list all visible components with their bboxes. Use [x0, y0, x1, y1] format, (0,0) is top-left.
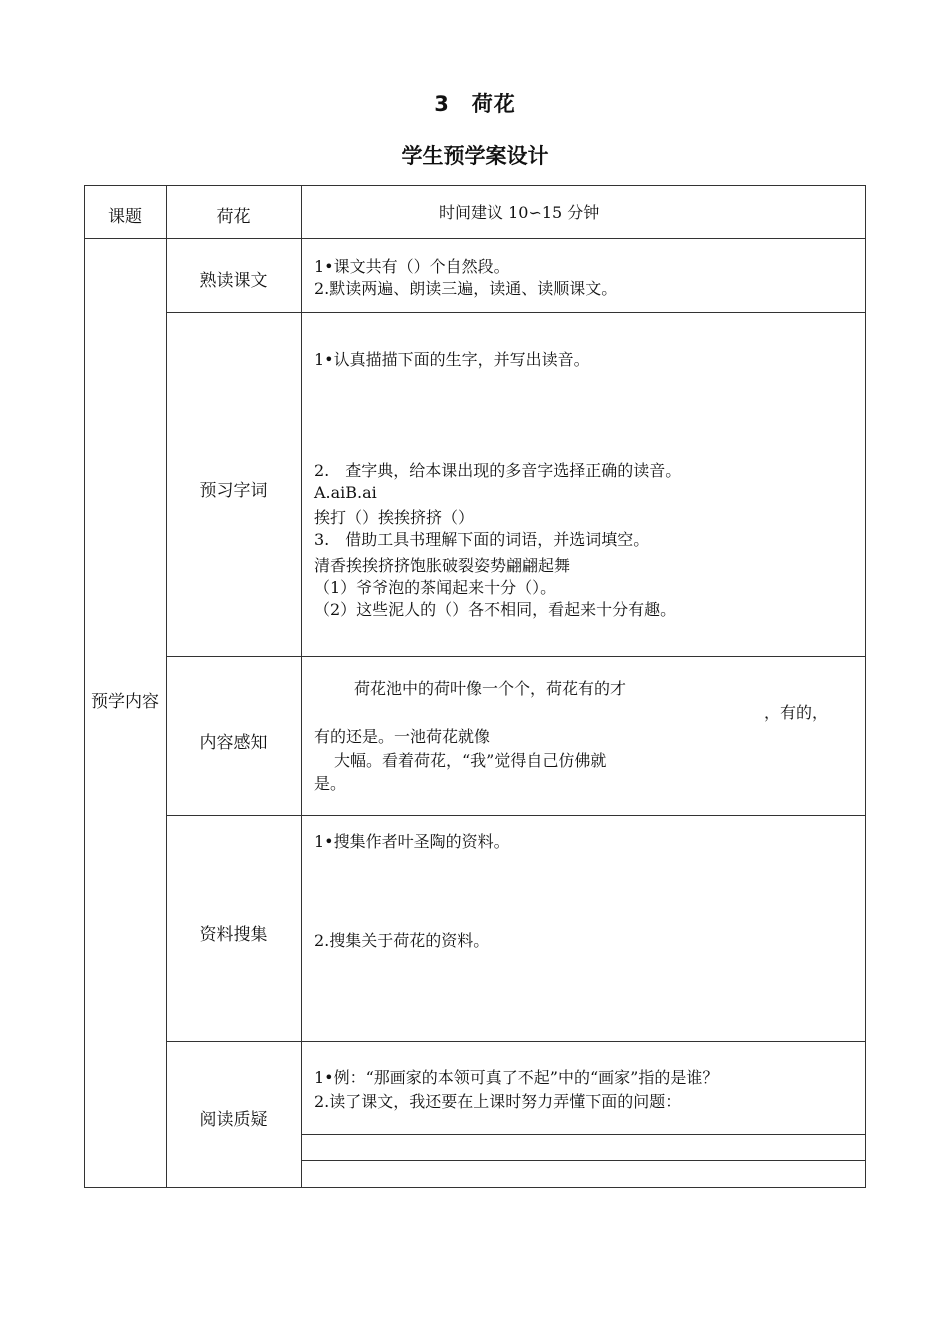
neirong-line-4: 大幅。看着荷花，“我”觉得自己仿佛就: [334, 751, 607, 770]
section-label-yuxue: 预学内容: [91, 692, 159, 712]
row-label-yuedu: 阅读质疑: [199, 1110, 268, 1130]
yuxi-line: （2）这些泥人的（）各不相同，看起来十分有趣。: [314, 600, 677, 619]
neirong-line-3: 有的还是。一池荷花就像: [314, 727, 491, 746]
shudu-line-2: 2.默读两遍、朗读三遍，读通、读顺课文。: [314, 279, 618, 298]
neirong-line-2: ，有的，: [764, 703, 829, 722]
yuxi-line: 3. 借助工具书理解下面的词语，并选词填空。: [314, 530, 650, 549]
topic-value: 荷花: [216, 207, 251, 227]
topic-label: 课题: [108, 207, 142, 227]
yuxi-line: 清香挨挨挤挤饱胀破裂姿势翩翩起舞: [314, 556, 571, 575]
yuxi-line: A.aiB.ai: [314, 483, 377, 502]
page-subtitle: 学生预学案设计: [401, 144, 549, 168]
yuedu-question-2: 2.读了课文，我还要在上课时努力弄懂下面的问题：: [314, 1092, 682, 1111]
yuxi-line: （1）爷爷泡的茶闻起来十分（）。: [314, 578, 557, 597]
answer-blank-line-2[interactable]: [302, 1161, 865, 1187]
answer-blank-line-1[interactable]: [302, 1135, 865, 1160]
neirong-line-1: 荷花池中的荷叶像一个个，荷花有的才: [354, 679, 627, 698]
yuxi-line: 挨打（）挨挨挤挤（）: [314, 508, 475, 527]
ziliao-question-1: 1•搜集作者叶圣陶的资料。: [314, 832, 510, 851]
yuxi-question-1: 1•认真描描下面的生字，并写出读音。: [314, 350, 590, 369]
row-label-shudu: 熟读课文: [199, 271, 268, 291]
yuedu-question-1: 1•例：“那画家的本领可真了不起”中的“画家”指的是谁？: [314, 1068, 719, 1087]
page-title: 3 荷花: [434, 92, 516, 116]
row-label-ziliao: 资料搜集: [199, 925, 268, 945]
neirong-line-5: 是。: [314, 774, 347, 793]
time-suggestion: 时间建议 10∽15 分钟: [439, 203, 600, 222]
yuxi-line: 2. 查字典，给本课出现的多音字选择正确的读音。: [314, 461, 682, 480]
row-label-neirong: 内容感知: [199, 733, 268, 753]
shudu-line-1: 1•课文共有（）个自然段。: [314, 257, 510, 276]
row-label-yuxi: 预习字词: [199, 481, 268, 501]
ziliao-question-2: 2.搜集关于荷花的资料。: [314, 931, 490, 950]
